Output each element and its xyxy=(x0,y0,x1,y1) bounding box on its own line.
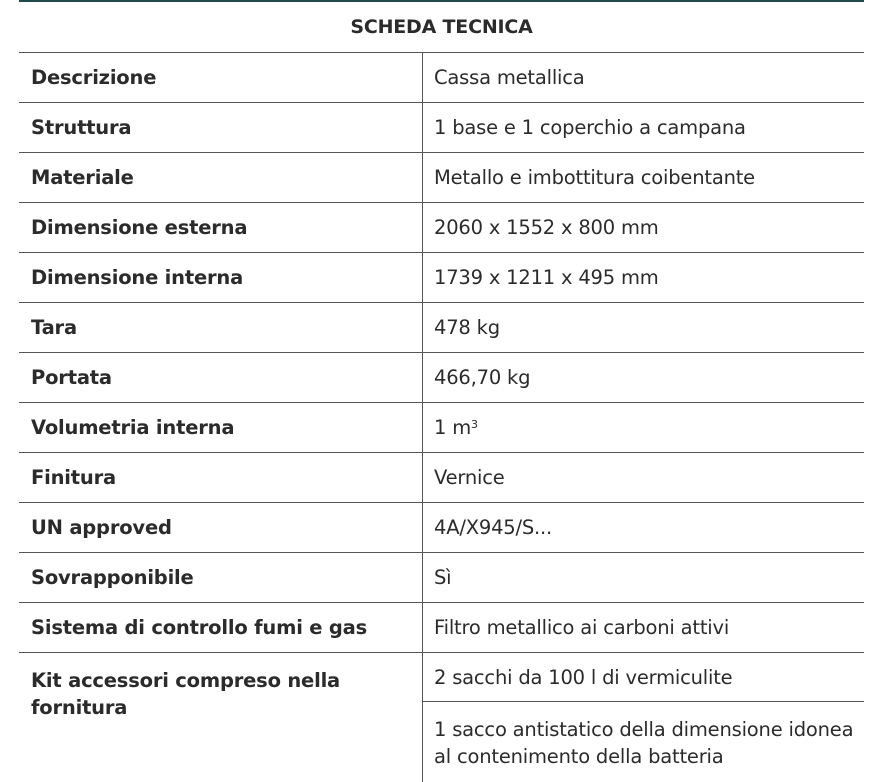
volume-value: 1 m xyxy=(434,416,472,439)
row-value: 2060 x 1552 x 800 mm xyxy=(434,216,659,239)
row-label: Struttura xyxy=(19,103,423,152)
table-row xyxy=(19,403,864,453)
row-label: UN approved xyxy=(19,503,423,552)
table-row xyxy=(19,153,864,203)
row-label: Volumetria interna xyxy=(19,403,423,452)
table-row xyxy=(19,353,864,403)
table-row xyxy=(19,103,864,153)
technical-sheet-table xyxy=(19,0,864,782)
row-value: Vernice xyxy=(434,466,505,489)
row-label: Sistema di controllo fumi e gas xyxy=(19,603,423,652)
row-value: Metallo e imbottitura coibentante xyxy=(434,166,755,189)
table-row xyxy=(19,203,864,253)
table-row xyxy=(19,503,864,553)
row-label: Materiale xyxy=(19,153,423,202)
row-value: 4A/X945/S... xyxy=(434,516,553,539)
row-label: Portata xyxy=(19,353,423,402)
row-label: Sovrapponibile xyxy=(19,553,423,602)
row-label: Dimensione esterna xyxy=(19,203,423,252)
row-label: Tara xyxy=(19,303,423,352)
row-value: Filtro metallico ai carboni attivi xyxy=(434,616,730,639)
kit-item: 2 sacchi da 100 l di vermiculite xyxy=(423,653,864,702)
kit-label: Kit accessori compreso nella fornitura xyxy=(19,653,423,782)
table-row-kit xyxy=(19,653,864,782)
row-label: Descrizione xyxy=(19,53,423,102)
table-row xyxy=(19,53,864,103)
row-value: 1739 x 1211 x 495 mm xyxy=(434,266,659,289)
table-row xyxy=(19,453,864,503)
volume-exponent: 3 xyxy=(471,418,478,431)
table-row xyxy=(19,253,864,303)
table-title: SCHEDA TECNICA xyxy=(19,2,864,53)
kit-item: 1 sacco antistatico della dimensione idonea al contenimento della batteria xyxy=(434,718,854,768)
kit-values xyxy=(423,653,864,782)
row-value: 1 base e 1 coperchio a campana xyxy=(434,116,746,139)
table-row xyxy=(19,303,864,353)
row-label: Dimensione interna xyxy=(19,253,423,302)
row-value: Cassa metallica xyxy=(434,66,585,89)
row-value: Sì xyxy=(434,566,452,589)
row-value: 478 kg xyxy=(434,316,500,339)
table-row xyxy=(19,603,864,653)
row-value xyxy=(423,403,864,452)
row-label: Finitura xyxy=(19,453,423,502)
table-row xyxy=(19,553,864,603)
row-value: 466,70 kg xyxy=(434,366,531,389)
